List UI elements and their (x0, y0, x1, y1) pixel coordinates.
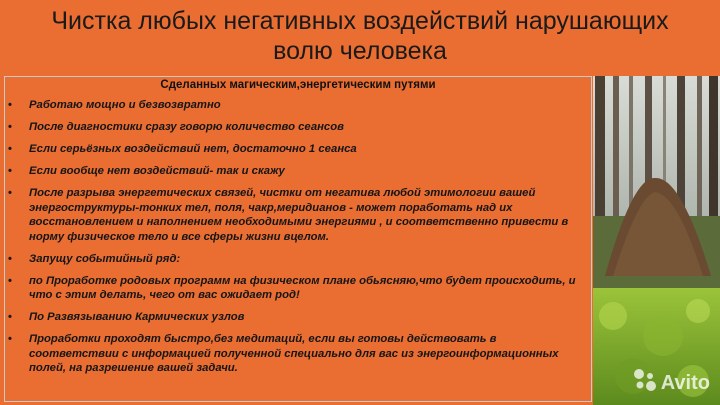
slide-title (0, 6, 720, 66)
list-item: • После разрыва энергетических связей, чистки от негатива любой этимологии вашей энергоструктуры-тонких тел, поля, чакр,меридианов - может поработать над их восстановлением и наполнением необходимыми энергиями , и соответственно привести в норму физическое тело и все сферы жизни вцелом. (7, 186, 582, 244)
list-item: • Проработки проходят быстро,без медитаций, если вы готовы действовать в соответствии с информацией полученной специально для вас из энергоинформационных полей, на разрешение вашей задачи. (7, 332, 582, 376)
forest-photo (593, 76, 720, 405)
content-subtitle: Сделанных магическим,энергетическим путями (160, 79, 436, 91)
list-item: • Работаю мощно и безвозвратно (7, 98, 582, 113)
list-item: • После диагностики сразу говорю количество сеансов (7, 120, 582, 135)
list-item: • по Проработке родовых программ на физическом плане обьясняю,что будет происходить, и что с этим делать, чего от вас ожидает род! (7, 274, 582, 303)
avito-watermark: Avito (660, 372, 710, 394)
bullet-list (7, 98, 582, 383)
content-box (4, 76, 592, 402)
list-item: • Если вообще нет воздействий- так и скажу (7, 164, 582, 179)
slide-title-line-1: Чистка любых негативных воздействий нарушающих (51, 7, 669, 35)
avito-logo-icon (632, 368, 658, 392)
list-item: • По Развязыванию Кармических узлов (7, 310, 582, 325)
list-item: • Если серьёзных воздействий нет, достаточно 1 сеанса (7, 142, 582, 157)
list-item: • Запущу событийный ряд: (7, 252, 582, 267)
slide-title-line-2: волю человека (273, 37, 447, 65)
forest-anthill-moss-photo-icon (593, 76, 720, 405)
